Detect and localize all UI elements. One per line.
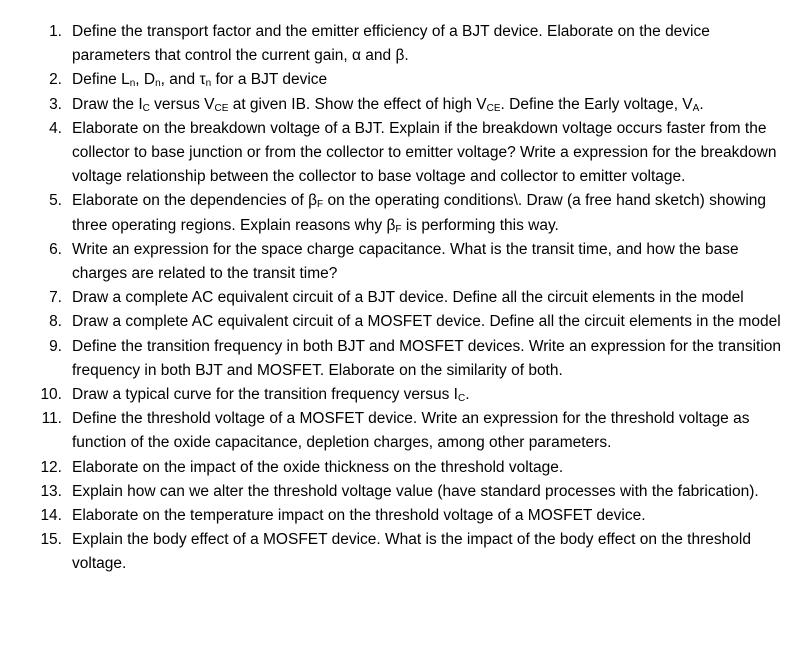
question-text: Explain how can we alter the threshold voltage value (have standard processes with the fabrication). — [72, 482, 759, 500]
text-run: . — [699, 95, 704, 113]
question-text — [72, 189, 788, 237]
text-run: Draw a typical curve for the transition frequency versus I — [72, 386, 458, 404]
subscript: F — [317, 199, 324, 211]
text-run: . — [465, 386, 470, 404]
question-number: 11. — [41, 410, 62, 428]
question-item — [0, 68, 808, 92]
question-item — [0, 238, 808, 286]
question-number: 12. — [40, 458, 62, 476]
question-number: 5. — [49, 192, 62, 210]
question-item — [0, 335, 808, 383]
question-text: Define the transport factor and the emitter efficiency of a BJT device. Elaborate on the device parameters that control the current gain, α and β. — [72, 23, 710, 65]
question-text: Define the threshold voltage of a MOSFET device. Write an expression for the threshold voltage as function of the oxide capacitance, depletion charges, among other parameters. — [72, 410, 750, 452]
question-item — [0, 20, 808, 68]
question-number: 13. — [40, 482, 62, 500]
subscript: C — [457, 393, 466, 405]
question-item — [0, 504, 808, 528]
question-number: 7. — [49, 289, 62, 307]
question-text: Elaborate on the breakdown voltage of a BJT. Explain if the breakdown voltage occurs faster from the collector to base junction or from the collector to emitter voltage? Write a expression for the breakdown voltage relationship between the collector to base voltage and collector to emitter voltage. — [72, 119, 777, 186]
question-text: Explain the body effect of a MOSFET device. What is the impact of the body effect on the threshold voltage. — [72, 531, 751, 573]
question-number: 4. — [49, 119, 62, 137]
subscript: n — [155, 78, 161, 90]
subscript: CE — [486, 102, 501, 114]
question-text: Elaborate on the temperature impact on the threshold voltage of a MOSFET device. — [72, 507, 646, 525]
question-item — [0, 480, 808, 504]
text-run: Elaborate on the dependencies of β — [72, 192, 318, 210]
subscript: n — [129, 78, 136, 90]
text-run: , D — [135, 71, 156, 89]
question-item — [0, 383, 808, 407]
question-item — [0, 286, 808, 310]
text-run: Define L — [72, 71, 130, 89]
text-run: is performing this way. — [401, 216, 559, 234]
text-run: , and τ — [160, 71, 206, 89]
subscript: A — [692, 102, 700, 114]
subscript: CE — [214, 102, 229, 114]
question-number: 10. — [40, 386, 62, 404]
text-run: Draw the I — [72, 95, 143, 113]
question-number: 15. — [40, 531, 62, 549]
question-text — [72, 383, 788, 407]
question-item — [0, 117, 808, 190]
text-run: at given IB. Show the effect of high V — [228, 95, 487, 113]
subscript: F — [395, 223, 402, 235]
subscript: n — [205, 78, 212, 90]
text-run: versus V — [149, 95, 215, 113]
question-text — [72, 93, 788, 117]
question-item — [0, 528, 808, 576]
subscript: C — [142, 102, 150, 114]
question-item — [0, 310, 808, 334]
question-item — [0, 456, 808, 480]
question-text: Define the transition frequency in both BJT and MOSFET devices. Write an expression for the transition frequency in both BJT and MOSFET. Elaborate on the similarity of both. — [72, 337, 782, 379]
question-text: Draw a complete AC equivalent circuit of a MOSFET device. Define all the circuit elements in the model — [72, 313, 781, 331]
question-text — [72, 68, 788, 92]
question-number: 1. — [49, 23, 62, 40]
question-number: 14. — [40, 507, 62, 525]
question-number: 2. — [49, 71, 62, 89]
question-text: Write an expression for the space charge capacitance. What is the transit time, and how the base charges are related to the transit time? — [72, 240, 739, 283]
question-item — [0, 407, 808, 455]
question-number: 9. — [49, 337, 62, 355]
text-run: . Define the Early voltage, V — [500, 95, 693, 113]
question-text: Elaborate on the impact of the oxide thickness on the threshold voltage. — [72, 458, 564, 476]
text-run: for a BJT device — [211, 71, 328, 89]
question-item — [0, 189, 808, 237]
question-text: Draw a complete AC equivalent circuit of a BJT device. Define all the circuit elements in the model — [72, 289, 744, 307]
question-number: 6. — [49, 240, 62, 258]
question-number: 8. — [49, 313, 62, 331]
question-list — [0, 20, 808, 577]
question-item — [0, 93, 808, 117]
text-run: on the operating conditions\. Draw (a free hand sketch) showing three operating regions. Explain reasons why β — [72, 192, 767, 234]
question-number: 3. — [49, 95, 62, 113]
